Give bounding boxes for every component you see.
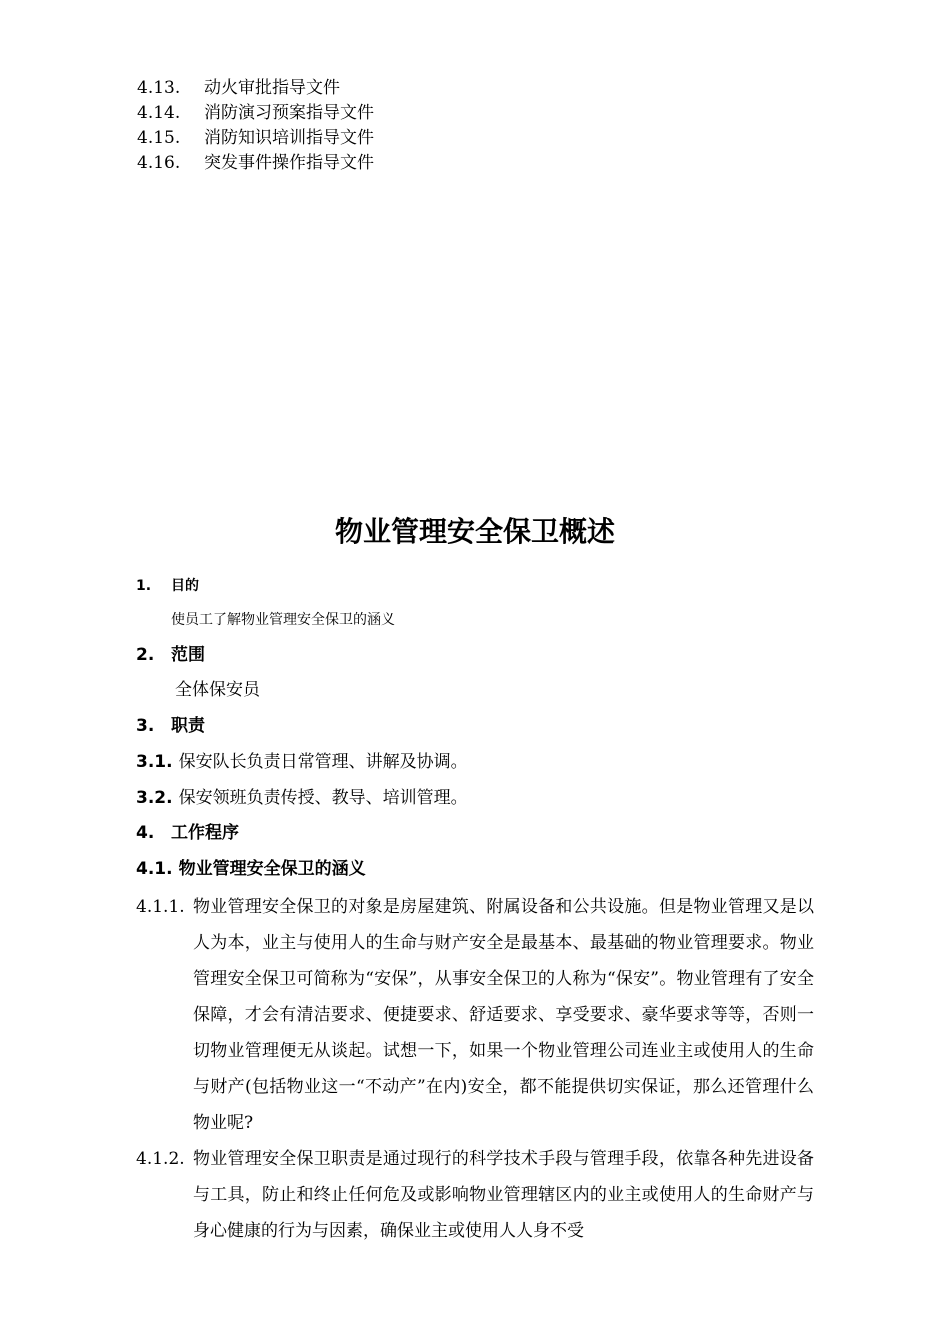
subsection-heading <box>136 857 366 881</box>
duty-item-text: 保安领班负责传授、教导、培训管理。 <box>178 788 468 808</box>
toc-item-number: 4.14. <box>137 103 181 123</box>
duty-item <box>136 786 468 810</box>
section-heading-text: 职责 <box>171 716 205 736</box>
toc-item-number: 4.16. <box>137 153 181 173</box>
duty-item-text: 保安队长负责日常管理、讲解及协调。 <box>178 752 468 772</box>
toc-item <box>137 151 374 176</box>
paragraph-text: 物业管理安全保卫职责是通过现行的科学技术手段与管理手段，依靠各种先进设备与工具，防止和终止任何危及或影响物业管理辖区内的业主或使用人的生命财产与身心健康的行为与因素，确保业主或使用人人身不受 <box>193 1149 814 1241</box>
toc-item-number: 4.13. <box>137 78 181 98</box>
section-heading-scope <box>136 643 205 667</box>
scope-body: 全体保安员 <box>175 680 260 700</box>
purpose-body: 使员工了解物业管理安全保卫的涵义 <box>171 612 395 628</box>
paragraph-4-1-2 <box>136 1141 814 1249</box>
duty-item-number: 3.2. <box>136 788 173 808</box>
toc-item-label: 动火审批指导文件 <box>204 78 340 98</box>
duty-item <box>136 750 468 774</box>
section-heading-text: 工作程序 <box>171 823 239 843</box>
toc-item-label: 消防演习预案指导文件 <box>204 103 374 123</box>
paragraph-text: 物业管理安全保卫的对象是房屋建筑、附属设备和公共设施。但是物业管理又是以人为本，业主与使用人的生命与财产安全是最基本、最基础的物业管理要求。物业管理安全保卫可简称为“安保”，从事安全保卫的人称为“保安”。物业管理有了安全保障，才会有清洁要求、便捷要求、舒适要求、享受要求、豪华要求等等，否则一切物业管理便无从谈起。试想一下，如果一个物业管理公司连业主或使用人的生命与财产(包括物业这一“不动产”在内)安全，都不能提供切实保证，那么还管理什么物业呢? <box>193 897 814 1133</box>
toc-item-number: 4.15. <box>137 128 181 148</box>
toc-item <box>137 126 374 151</box>
duty-item-number: 3.1. <box>136 752 173 772</box>
section-number: 1. <box>136 578 152 594</box>
document-title: 物业管理安全保卫概述 <box>334 515 615 548</box>
section-number: 3. <box>136 716 155 736</box>
toc-item <box>137 76 374 101</box>
paragraph-4-1-1 <box>136 889 814 1141</box>
toc-list <box>137 76 374 176</box>
section-heading-text: 范围 <box>171 645 205 665</box>
section-number: 4. <box>136 823 155 843</box>
section-heading-purpose <box>136 574 199 598</box>
section-heading-procedure <box>136 821 239 845</box>
toc-item-label: 消防知识培训指导文件 <box>204 128 374 148</box>
section-number: 2. <box>136 645 155 665</box>
paragraph-number: 4.1.1. <box>136 897 185 917</box>
subsection-number: 4.1. <box>136 859 173 879</box>
toc-item <box>137 101 374 126</box>
subsection-heading-text: 物业管理安全保卫的涵义 <box>178 859 366 879</box>
section-heading-duty <box>136 714 205 738</box>
section-heading-text: 目的 <box>171 578 199 594</box>
paragraph-number: 4.1.2. <box>136 1149 185 1169</box>
toc-item-label: 突发事件操作指导文件 <box>204 153 374 173</box>
